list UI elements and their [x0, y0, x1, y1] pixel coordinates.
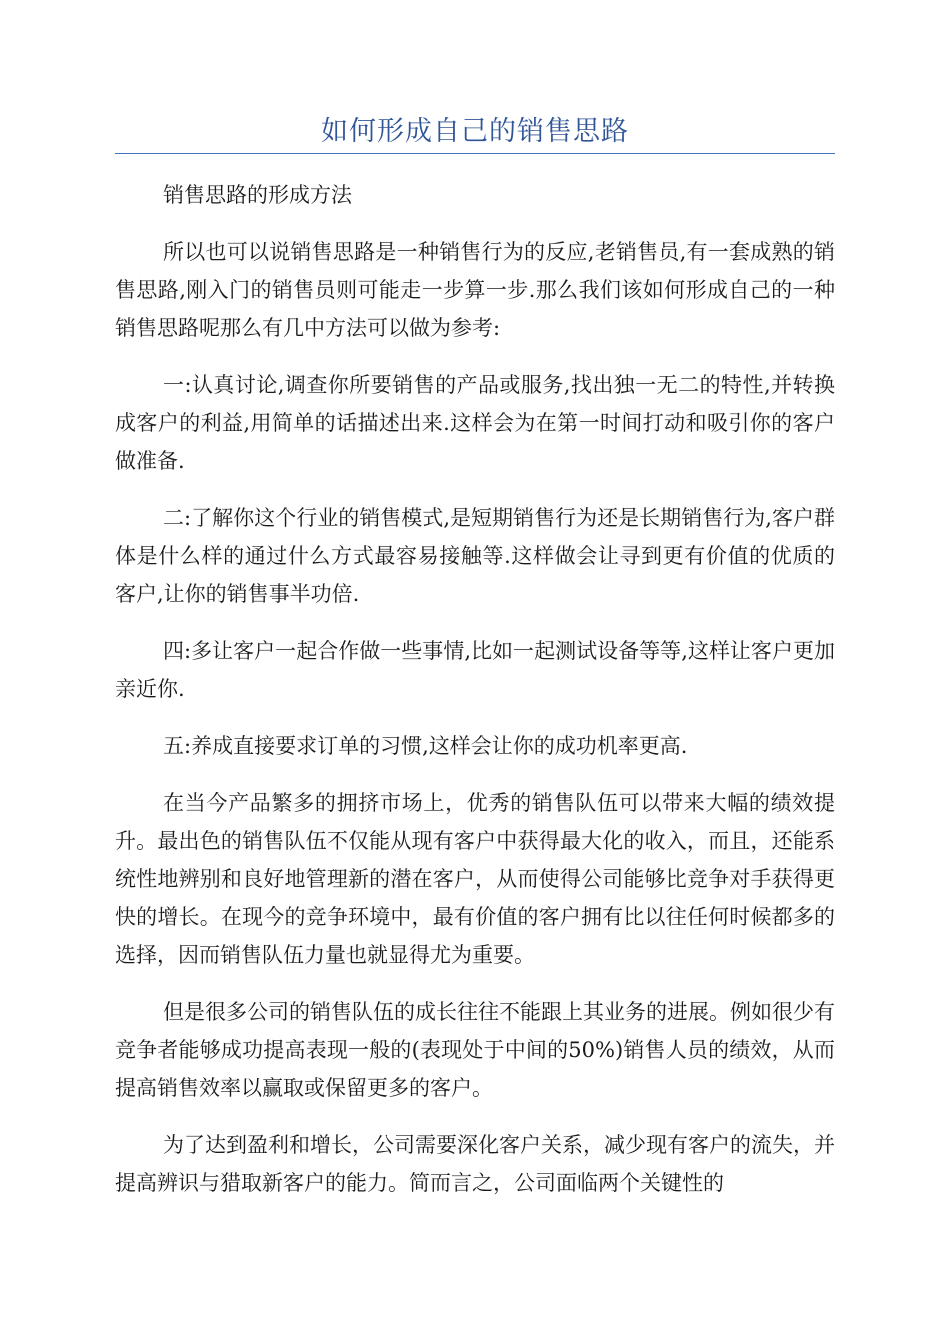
- paragraph-profit: 为了达到盈利和增长，公司需要深化客户关系，减少现有客户的流失，并提高辨识与猎取新客户的能力。简而言之，公司面临两个关键性的: [115, 1133, 835, 1195]
- paragraph-method-1: 一:认真讨论,调查你所要销售的产品或服务,找出独一无二的特性,并转换成客户的利益,用简单的话描述出来.这样会为在第一时间打动和吸引你的客户做准备.: [115, 373, 835, 473]
- section-heading: 销售思路的形成方法: [163, 183, 352, 207]
- page-title: 如何形成自己的销售思路: [321, 116, 629, 147]
- title-underline: [115, 153, 835, 154]
- paragraph-method-4: 四:多让客户一起合作做一些事情,比如一起测试设备等等,这样让客户更加亲近你.: [115, 639, 835, 701]
- paragraph-method-5: 五:养成直接要求订单的习惯,这样会让你的成功机率更高.: [163, 734, 688, 758]
- paragraph-market: 在当今产品繁多的拥挤市场上，优秀的销售队伍可以带来大幅的绩效提升。最出色的销售队伍不仅能从现有客户中获得最大化的收入，而且，还能系统性地辨别和良好地管理新的潜在客户，从而使得公司能够比竞争对手获得更快的增长。在现今的竞争环境中，最有价值的客户拥有比以往任何时候都多的选择，因而销售队伍力量也就显得尤为重要。: [115, 791, 835, 967]
- paragraph-intro: 所以也可以说销售思路是一种销售行为的反应,老销售员,有一套成熟的销售思路,刚入门的销售员则可能走一步算一步.那么我们该如何形成自己的一种销售思路呢那么有几中方法可以做为参考:: [115, 240, 835, 340]
- document-body: [115, 176, 835, 1221]
- paragraph-method-2: 二:了解你这个行业的销售模式,是短期销售行为还是长期销售行为,客户群体是什么样的通过什么方式最容易接触等.这样做会让寻到更有价值的优质的客户,让你的销售事半功倍.: [115, 506, 835, 606]
- paragraph-growth: 但是很多公司的销售队伍的成长往往不能跟上其业务的进展。例如很少有竞争者能够成功提高表现一般的(表现处于中间的50%)销售人员的绩效，从而提高销售效率以赢取或保留更多的客户。: [115, 1000, 835, 1100]
